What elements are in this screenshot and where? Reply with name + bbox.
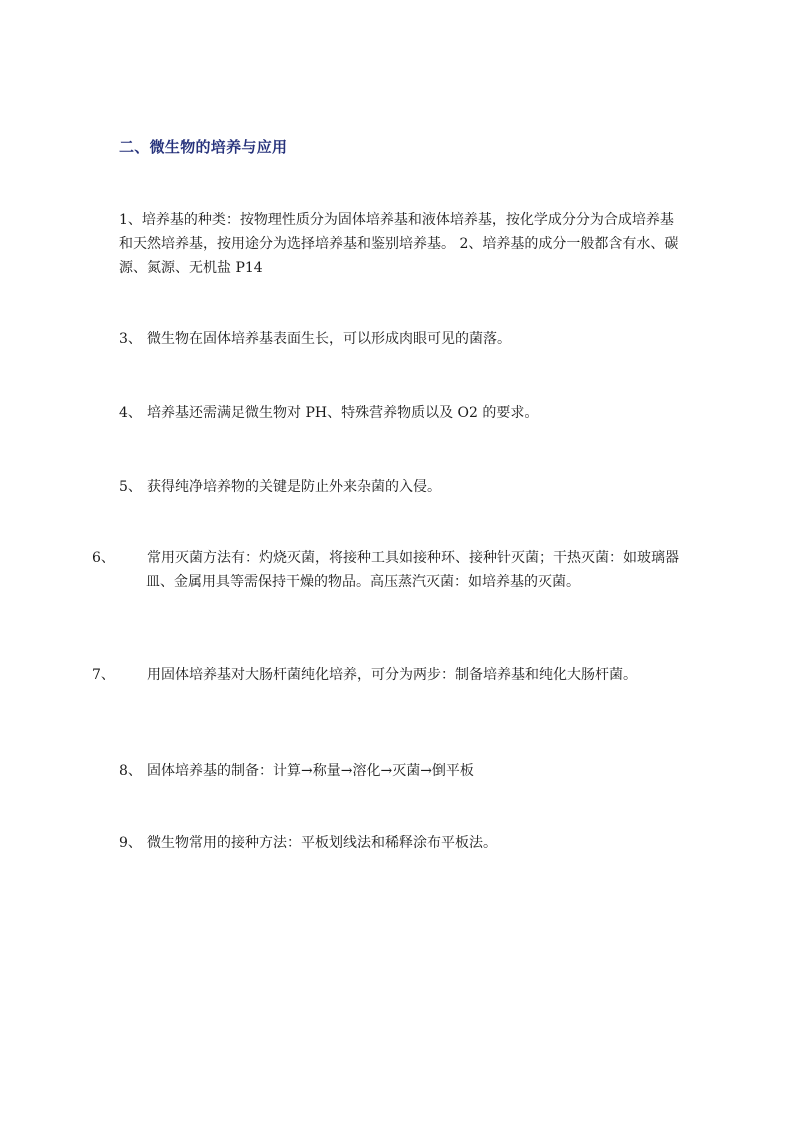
paragraph-text: 微生物常用的接种方法：平板划线法和稀释涂布平板法。 <box>147 835 497 851</box>
item-number: 6、 <box>92 550 115 566</box>
paragraph-item-8 <box>119 759 679 783</box>
paragraph-text: 培养基还需满足微生物对 PH、特殊营养物质以及 O2 的要求。 <box>147 405 539 421</box>
paragraph-item-3 <box>119 327 679 351</box>
paragraph-item-5 <box>119 475 679 499</box>
paragraph-item-1-2 <box>119 208 681 280</box>
paragraph-item-6 <box>92 546 706 594</box>
paragraph-text: 获得纯净培养物的关键是防止外来杂菌的入侵。 <box>147 479 441 495</box>
paragraph-text: 微生物在固体培养基表面生长，可以形成肉眼可见的菌落。 <box>147 331 511 347</box>
item-number: 5、 <box>119 479 142 495</box>
section-title: 二、微生物的培养与应用 <box>119 138 288 156</box>
paragraph-item-9 <box>119 831 679 855</box>
paragraph-text: 固体培养基的制备：计算→称量→溶化→灭菌→倒平板 <box>147 763 474 779</box>
paragraph-item-4 <box>119 401 679 425</box>
item-number: 4、 <box>119 405 142 421</box>
paragraph-text: 常用灭菌方法有：灼烧灭菌，将接种工具如接种环、接种针灭菌；干热灭菌：如玻璃器皿、金属用具等需保持干燥的物品。高压蒸汽灭菌：如培养基的灭菌。 <box>146 550 679 590</box>
paragraph-text: 用固体培养基对大肠杆菌纯化培养，可分为两步：制备培养基和纯化大肠杆菌。 <box>147 667 637 683</box>
paragraph-text: 1、培养基的种类：按物理性质分为固体培养基和液体培养基，按化学成分分为合成培养基和天然培养基，按用途分为选择培养基和鉴别培养基。 2、培养基的成分一般都含有水、碳源、氮源、无机盐 P14 <box>119 212 679 276</box>
paragraph-item-7 <box>92 663 706 687</box>
item-number: 9、 <box>119 835 142 851</box>
item-number: 8、 <box>119 763 142 779</box>
item-number: 3、 <box>119 331 142 347</box>
item-number: 7、 <box>92 667 115 683</box>
